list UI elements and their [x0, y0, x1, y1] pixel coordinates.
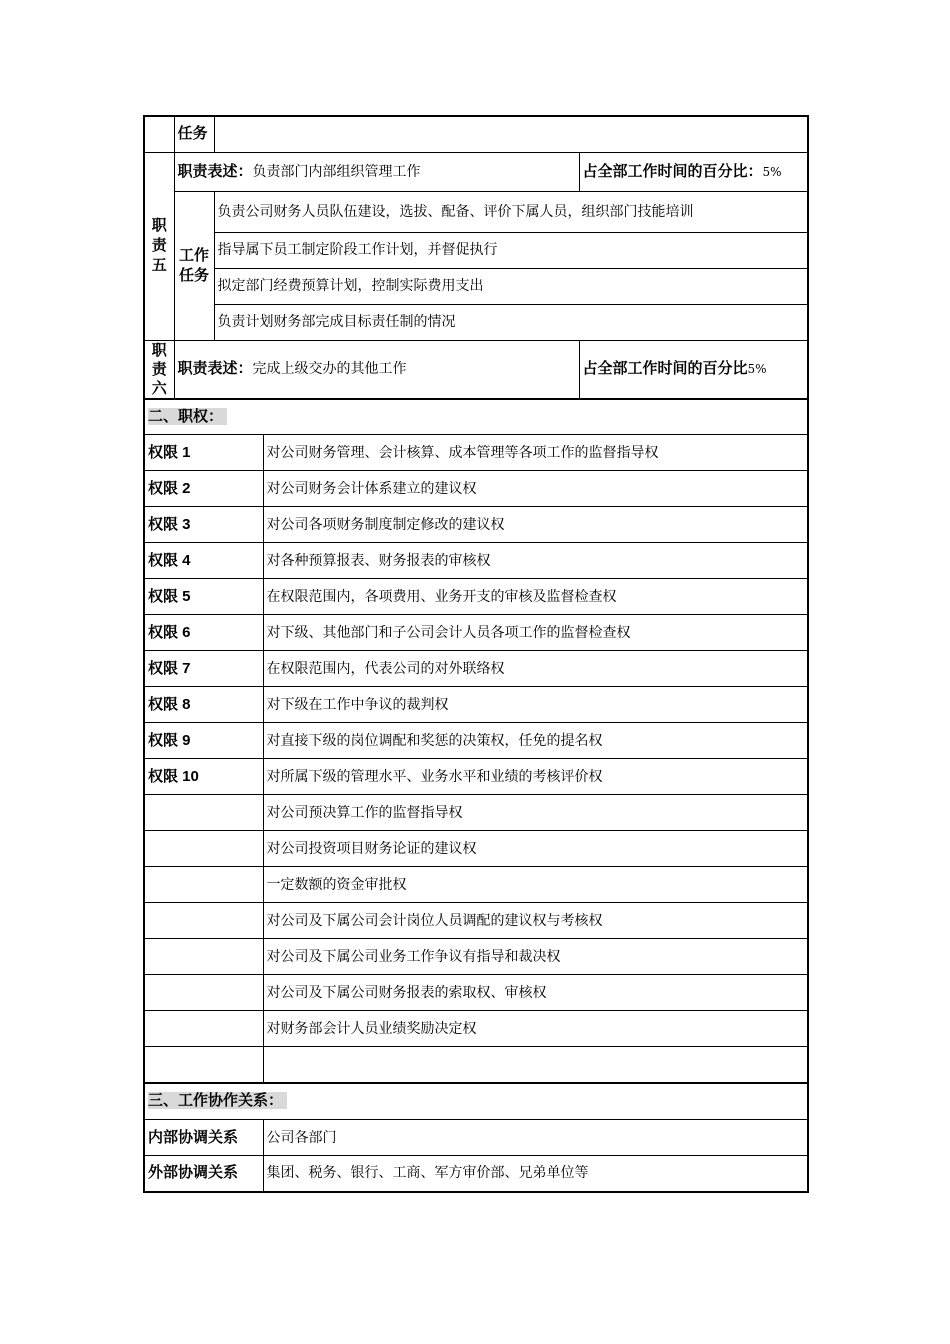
authority-label	[144, 831, 263, 867]
authority-row	[144, 543, 808, 579]
authority-label: 权限 10	[144, 759, 263, 795]
cooperation-section-label: 三、工作协作关系：	[148, 1092, 287, 1109]
authority-label: 权限 9	[144, 723, 263, 759]
authority-row	[144, 831, 808, 867]
authority-text: 对公司投资项目财务论证的建议权	[263, 831, 808, 867]
authority-label	[144, 903, 263, 939]
duty5-side-label: 职责五	[144, 152, 174, 340]
authority-row	[144, 975, 808, 1011]
authority-row	[144, 651, 808, 687]
authority-row	[144, 867, 808, 903]
authority-row	[144, 435, 808, 471]
blank-cell	[144, 116, 174, 152]
duty6-desc-row	[144, 340, 808, 399]
authority-text: 对公司各项财务制度制定修改的建议权	[263, 507, 808, 543]
authority-row	[144, 903, 808, 939]
duty5-task-item: 负责计划财务部完成目标责任制的情况	[214, 304, 808, 340]
duty5-pct-value: 5%	[762, 164, 782, 179]
authority-label: 权限 3	[144, 507, 263, 543]
authority-text: 对下级、其他部门和子公司会计人员各项工作的监督检查权	[263, 615, 808, 651]
authority-label: 权限 5	[144, 579, 263, 615]
task-row	[144, 116, 808, 152]
job-description-document	[143, 115, 807, 1193]
external-row	[144, 1156, 808, 1192]
authority-text: 对公司预决算工作的监督指导权	[263, 795, 808, 831]
duty5-task-row	[144, 232, 808, 268]
authority-label: 权限 8	[144, 687, 263, 723]
authority-text: 对各种预算报表、财务报表的审核权	[263, 543, 808, 579]
authority-label	[144, 975, 263, 1011]
authority-row	[144, 579, 808, 615]
duty5-desc-text: 负责部门内部组织管理工作	[252, 163, 421, 180]
authority-label: 权限 4	[144, 543, 263, 579]
authority-row	[144, 723, 808, 759]
authority-row	[144, 615, 808, 651]
duty5-description	[174, 152, 579, 191]
task-label: 任务	[174, 116, 214, 152]
authority-row	[144, 687, 808, 723]
authority-text: 对财务部会计人员业绩奖励决定权	[263, 1011, 808, 1047]
authority-text: 在权限范围内，代表公司的对外联络权	[263, 651, 808, 687]
duty6-pct-label: 占全部工作时间的百分比	[582, 360, 748, 377]
authority-text: 对公司财务会计体系建立的建议权	[263, 471, 808, 507]
authority-text: 对公司及下属公司会计岗位人员调配的建议权与考核权	[263, 903, 808, 939]
authority-row	[144, 507, 808, 543]
authority-row	[144, 1011, 808, 1047]
authority-text: 对所属下级的管理水平、业务水平和业绩的考核评价权	[263, 759, 808, 795]
authority-rows	[144, 435, 808, 1083]
duty6-side-label: 职责六	[144, 340, 174, 399]
duty5-task-item: 拟定部门经费预算计划，控制实际费用支出	[214, 268, 808, 304]
authority-row	[144, 759, 808, 795]
internal-row	[144, 1120, 808, 1156]
duty6-description	[174, 340, 579, 399]
authority-row	[144, 1047, 808, 1083]
authority-label	[144, 867, 263, 903]
duty5-task-row	[144, 304, 808, 340]
duty6-desc-text: 完成上级交办的其他工作	[252, 361, 407, 377]
authority-label	[144, 1047, 263, 1083]
authority-row	[144, 471, 808, 507]
duty5-task-row	[144, 191, 808, 232]
authority-label: 权限 6	[144, 615, 263, 651]
internal-label: 内部协调关系	[144, 1120, 263, 1156]
authority-section-label: 二、职权：	[148, 408, 227, 425]
internal-value: 公司各部门	[263, 1120, 808, 1156]
duties-table	[143, 115, 809, 400]
authority-text: 对公司及下属公司财务报表的索取权、审核权	[263, 975, 808, 1011]
authority-row	[144, 939, 808, 975]
cooperation-section-row	[144, 1083, 808, 1120]
authority-label: 权限 7	[144, 651, 263, 687]
external-label: 外部协调关系	[144, 1156, 263, 1192]
authority-text: 对公司财务管理、会计核算、成本管理等各项工作的监督指导权	[263, 435, 808, 471]
authority-text: 对公司及下属公司业务工作争议有指导和裁决权	[263, 939, 808, 975]
authority-text	[263, 1047, 808, 1083]
duty6-desc-label: 职责表述：	[177, 360, 253, 377]
authority-text: 在权限范围内，各项费用、业务开支的审核及监督检查权	[263, 579, 808, 615]
authority-text: 对下级在工作中争议的裁判权	[263, 687, 808, 723]
authority-label: 权限 2	[144, 471, 263, 507]
authority-row	[144, 795, 808, 831]
cooperation-table	[143, 1082, 809, 1193]
duty5-desc-row	[144, 152, 808, 191]
authority-label	[144, 1011, 263, 1047]
authority-section-title	[144, 399, 808, 435]
duty6-pct-value: 5%	[747, 362, 767, 376]
authority-label	[144, 939, 263, 975]
authority-label	[144, 795, 263, 831]
external-value: 集团、税务、银行、工商、军方审价部、兄弟单位等	[263, 1156, 808, 1192]
duty5-task-item: 指导属下员工制定阶段工作计划，并督促执行	[214, 232, 808, 268]
authority-text: 一定数额的资金审批权	[263, 867, 808, 903]
duty5-percentage	[579, 152, 808, 191]
task-value	[214, 116, 808, 152]
duty5-pct-label: 占全部工作时间的百分比：	[582, 162, 763, 180]
duty5-task-row	[144, 268, 808, 304]
work-task-label: 工作任务	[174, 191, 214, 340]
cooperation-section-title	[144, 1083, 808, 1120]
duty5-desc-label: 职责表述：	[177, 162, 253, 180]
duty6-percentage	[579, 340, 808, 399]
duty5-task-item: 负责公司财务人员队伍建设，选拔、配备、评价下属人员，组织部门技能培训	[214, 191, 808, 232]
authority-table	[143, 398, 809, 1084]
authority-section-row	[144, 399, 808, 435]
authority-text: 对直接下级的岗位调配和奖惩的决策权，任免的提名权	[263, 723, 808, 759]
authority-label: 权限 1	[144, 435, 263, 471]
